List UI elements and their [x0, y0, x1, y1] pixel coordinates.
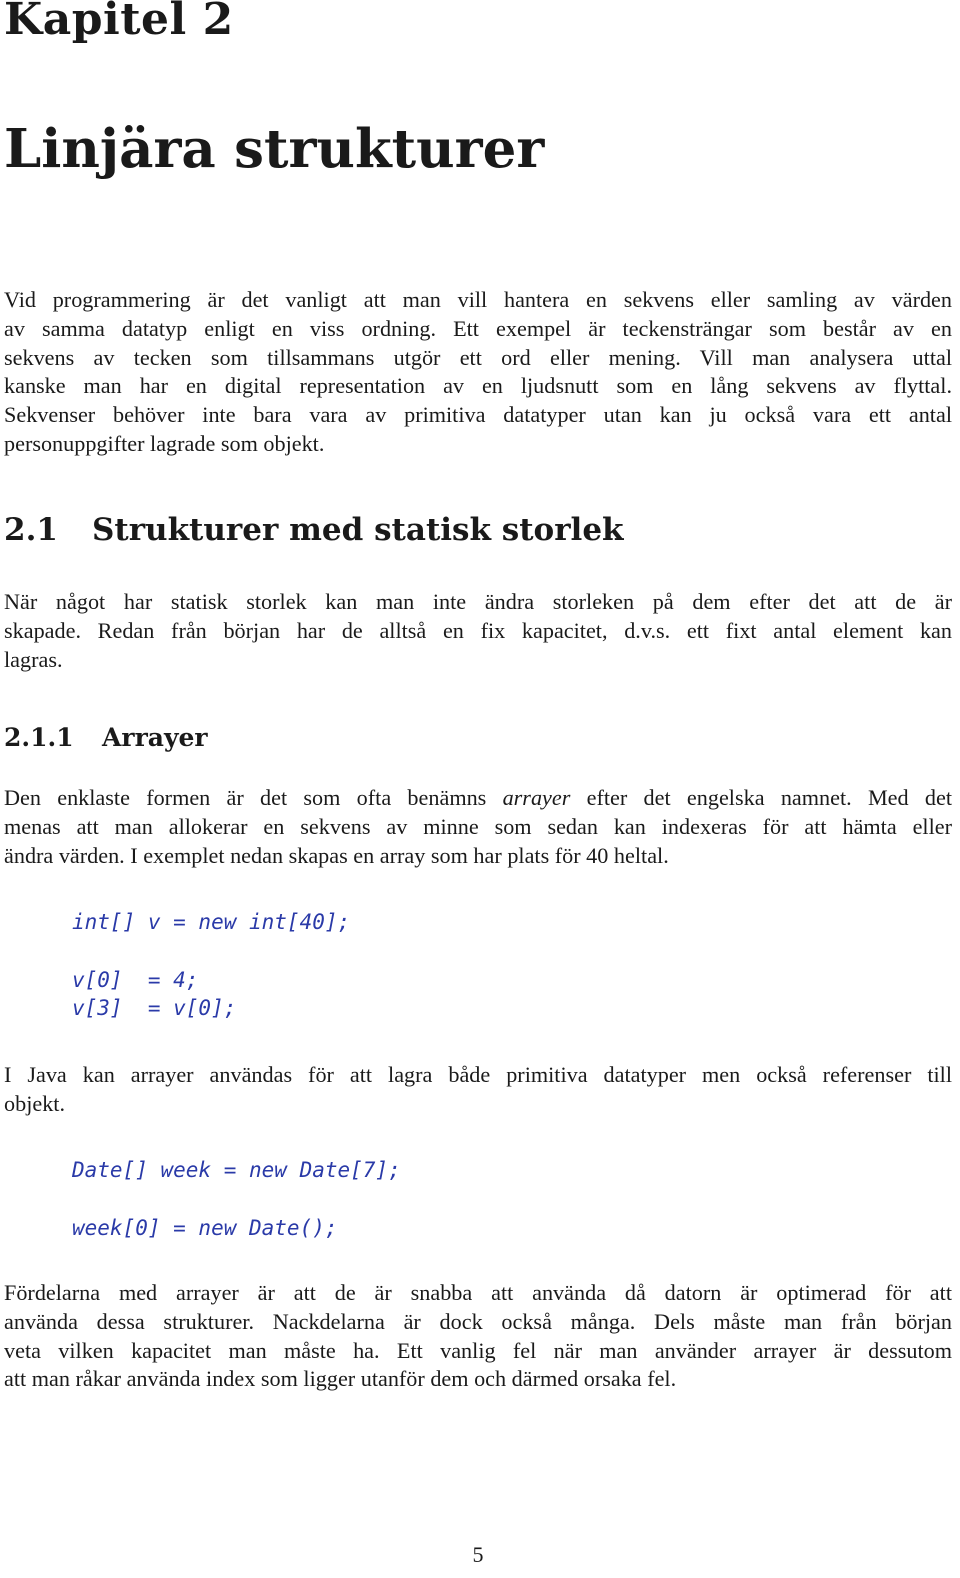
- section-title: Strukturer med statisk storlek: [92, 512, 624, 548]
- arrayer-paragraph: [4, 784, 952, 870]
- subsection-title: Arrayer: [102, 723, 208, 752]
- code-line: [72, 1185, 401, 1214]
- text-run: efter det engelska namnet. Med det: [570, 785, 952, 810]
- section-number: 2.1: [4, 512, 58, 548]
- page-number: 5: [472, 1542, 484, 1567]
- java-paragraph: [4, 1061, 952, 1119]
- paragraph-line: kanske man har en digital representation av en ljudsnutt som en lång sekvens av flyttal.: [4, 373, 952, 399]
- paragraph-line: Sekvenser behöver inte bara vara av primitiva datatyper utan kan ju också vara ett antal: [4, 402, 952, 428]
- section-heading: [4, 512, 624, 548]
- paragraph-line: När något har statisk storlek kan man inte ändra storleken på dem efter det att de är: [4, 589, 952, 614]
- code-line: week[0] = new Date();: [72, 1215, 338, 1240]
- paragraph-line: I Java kan arrayer användas för att lagra både primitiva datatyper men också referenser till: [4, 1062, 952, 1087]
- code-line: v[0] = 4;: [72, 967, 199, 992]
- paragraph-line: veta vilken kapacitet man måste ha. Ett vanlig fel när man använder arrayer är dessutom: [4, 1337, 952, 1363]
- code-line: v[3] = v[0];: [72, 996, 237, 1021]
- section-paragraph: [4, 588, 952, 674]
- code-block-int-array: [72, 908, 350, 1023]
- paragraph-line: sekvens av tecken som tillsammans utgör ett ord eller mening. Vill man analysera uttal: [4, 344, 952, 370]
- paragraph-line: använda dessa strukturer. Nackdelarna är dock också många. Dels måste man från början: [4, 1308, 952, 1334]
- subsection-heading: [4, 723, 208, 752]
- intro-paragraph: [4, 286, 952, 459]
- code-line: [72, 937, 350, 966]
- paragraph-line: menas att man allokerar en sekvens av minne som sedan kan indexeras för att hämta eller: [4, 813, 952, 839]
- paragraph-line: lagras.: [4, 646, 63, 672]
- code-line: Date[] week = new Date[7];: [72, 1158, 401, 1182]
- paragraph-line: objekt.: [4, 1090, 66, 1116]
- chapter-label: Kapitel 2: [4, 0, 234, 45]
- paragraph-line: Fördelarna med arrayer är att de är snabba att använda då datorn är optimerad för att: [4, 1280, 952, 1305]
- paragraph-line: [4, 784, 952, 813]
- paragraph-line: skapade. Redan från början har de alltså en fix kapacitet, d.v.s. ett fixt antal element kan: [4, 617, 952, 643]
- paragraph-line: ändra värden. I exemplet nedan skapas en array som har plats för 40 heltal.: [4, 842, 669, 868]
- code-line: int[] v = new int[40];: [72, 910, 351, 934]
- chapter-title: Linjära strukturer: [4, 118, 545, 180]
- emphasized-term: arrayer: [502, 785, 571, 810]
- advantages-paragraph: [4, 1279, 952, 1394]
- paragraph-line: att man råkar använda index som ligger utanför dem och därmed orsaka fel.: [4, 1366, 677, 1392]
- text-run: Den enklaste formen är det som ofta benämns: [4, 785, 503, 810]
- paragraph-line: personuppgifter lagrade som objekt.: [4, 430, 325, 456]
- code-block-date-array: [72, 1156, 401, 1242]
- paragraph-line: Vid programmering är det vanligt att man vill hantera en sekvens eller samling av värden: [4, 287, 952, 312]
- paragraph-line: av samma datatyp enligt en viss ordning. Ett exempel är teckensträngar som består av en: [4, 315, 952, 341]
- subsection-number: 2.1.1: [4, 723, 74, 752]
